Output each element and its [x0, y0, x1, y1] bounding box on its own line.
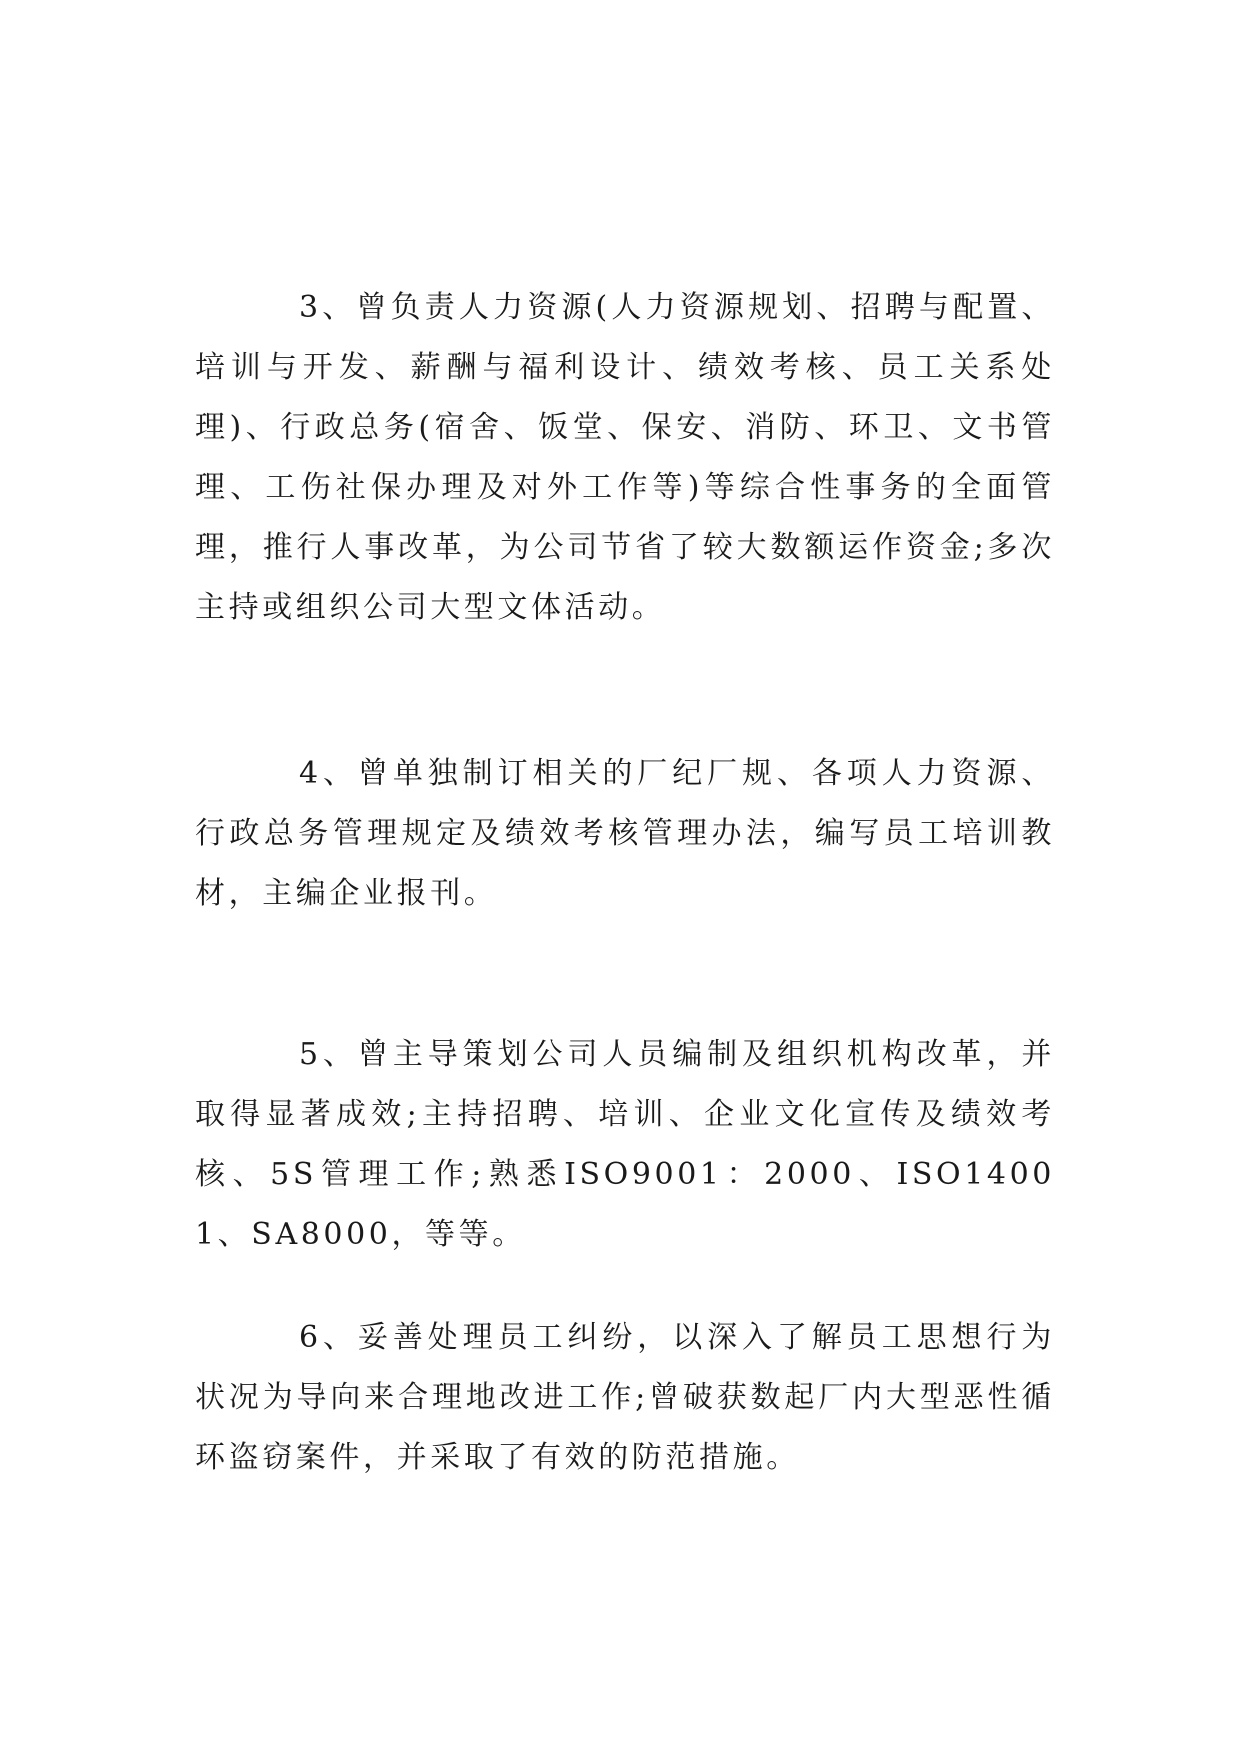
paragraph-item-5: 5、曾主导策划公司人员编制及组织机构改革，并取得显著成效;主持招聘、培训、企业文化宣传及绩效考核、5S管理工作;熟悉ISO9001：2000、ISO14001、SA8000，等等。: [195, 1037, 1055, 1252]
paragraph-item-6: 6、妥善处理员工纠纷，以深入了解员工思想行为状况为导向来合理地改进工作;曾破获数起厂内大型恶性循环盗窃案件，并采取了有效的防范措施。: [195, 1320, 1055, 1475]
paragraph-item-4: 4、曾单独制订相关的厂纪厂规、各项人力资源、行政总务管理规定及绩效考核管理办法，编写员工培训教材，主编企业报刊。: [195, 756, 1055, 911]
paragraph-item-3: 3、曾负责人力资源(人力资源规划、招聘与配置、培训与开发、薪酬与福利设计、绩效考核、员工关系处理)、行政总务(宿舍、饭堂、保安、消防、环卫、文书管理、工伤社保办理及对外工作等)等综合性事务的全面管理，推行人事改革，为公司节省了较大数额运作资金;多次主持或组织公司大型文体活动。: [195, 290, 1055, 625]
